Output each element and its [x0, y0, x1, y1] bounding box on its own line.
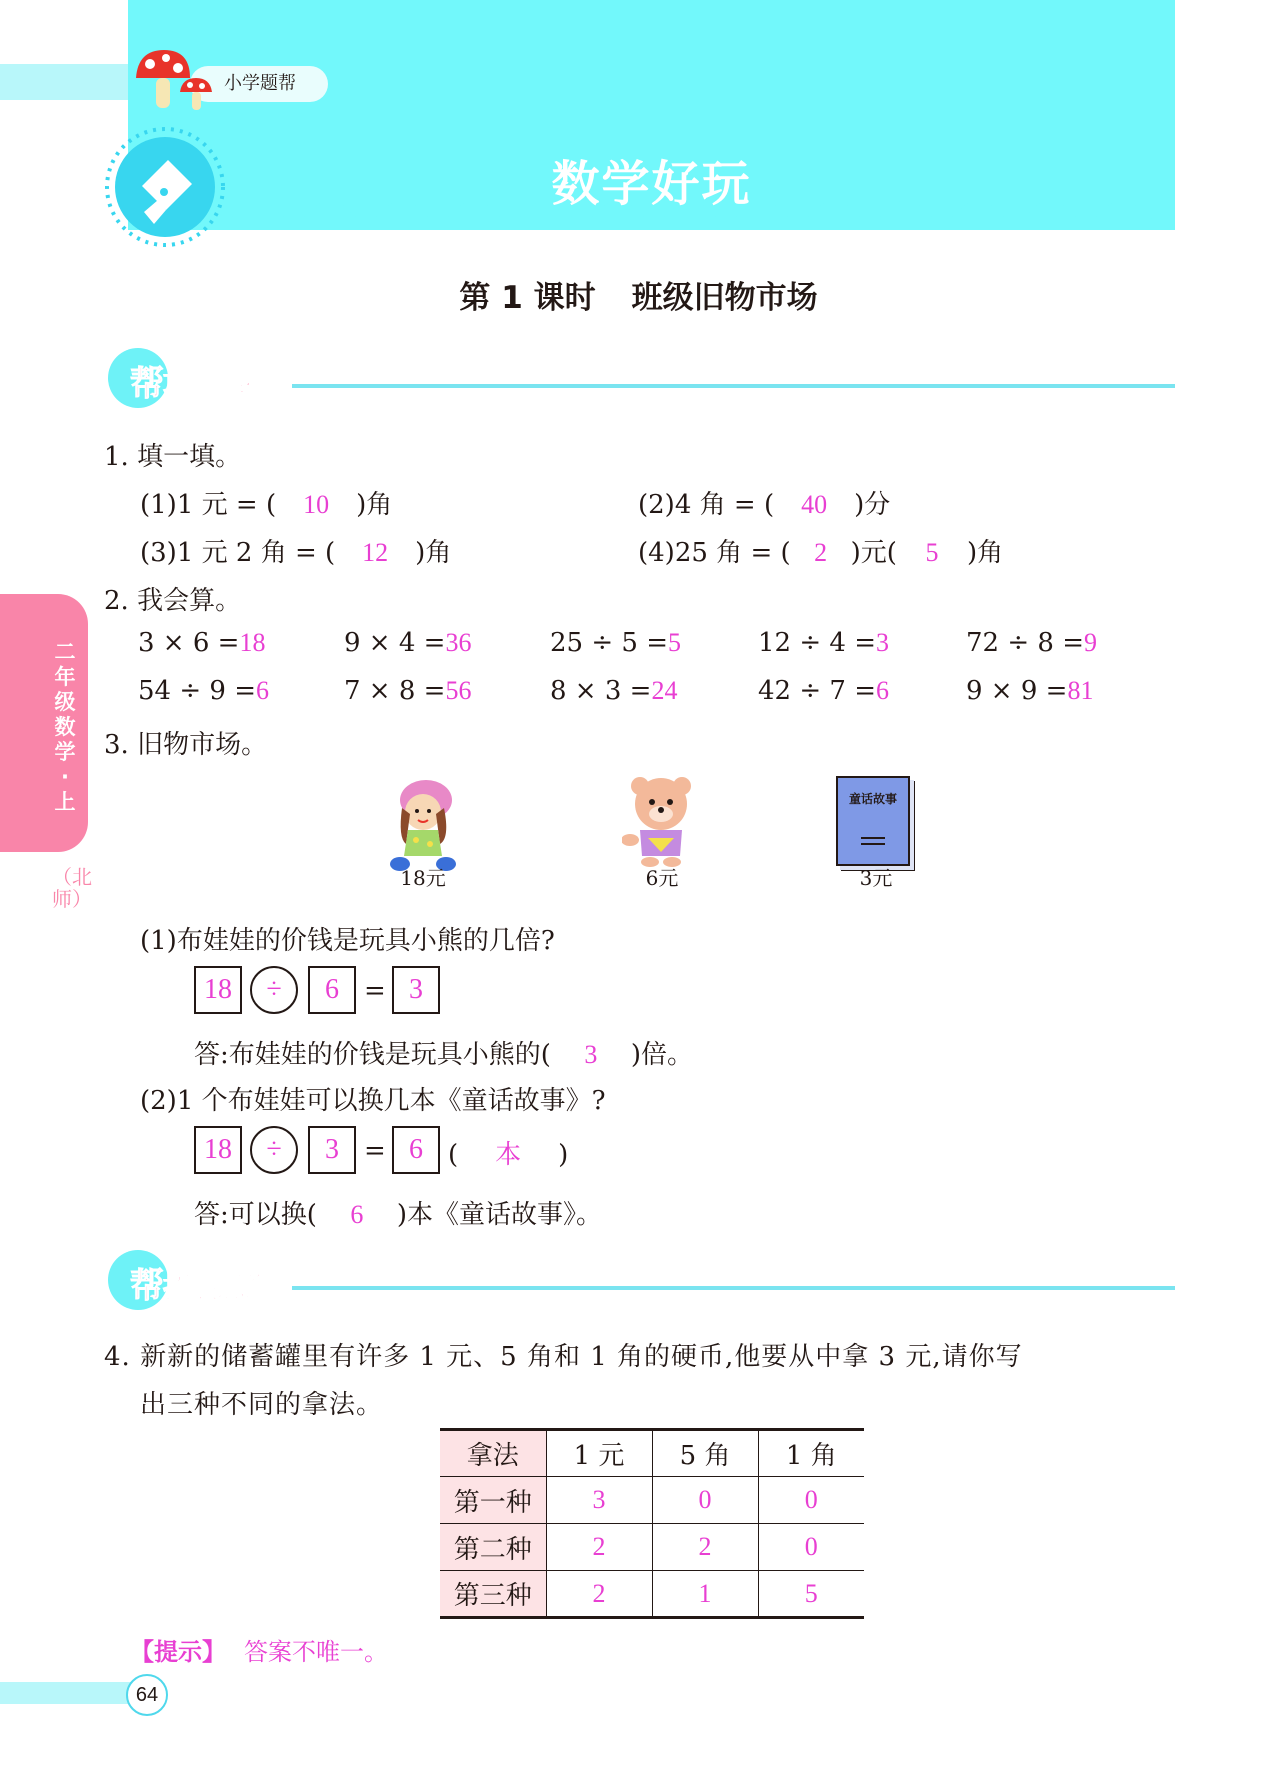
q2-answer: 5 — [668, 628, 681, 657]
unit-bracket: ( — [448, 1140, 459, 1170]
q1-item-2 — [638, 484, 890, 521]
hint — [130, 1632, 388, 1667]
q2-answer: 24 — [651, 676, 678, 705]
section-label: 巩固基础 — [163, 369, 272, 402]
table-header: 拿法 — [440, 1430, 546, 1477]
q3-sub1-box-c: 3 — [392, 966, 440, 1014]
table-row — [440, 1524, 864, 1571]
q1-answer: 10 — [303, 490, 330, 519]
storybook-title: 童话故事 — [848, 792, 897, 806]
section-header-extend — [108, 1250, 1175, 1310]
q2-expr: 9 × 4 = — [344, 628, 446, 658]
q2-expr: 12 ÷ 4 = — [758, 628, 876, 658]
brand-label: 小学题帮 — [190, 66, 328, 102]
q3-sub1-question: (1)布娃娃的价钱是玩具小熊的几倍? — [140, 926, 555, 956]
q3-sub2-box-c: 6 — [392, 1126, 440, 1174]
doll-icon — [380, 778, 466, 874]
q3-sub1-box-b: 6 — [308, 966, 356, 1014]
q1-answer: 12 — [362, 538, 389, 567]
q2-calc-1 — [138, 628, 265, 658]
lesson-number: 第 1 课时 — [459, 280, 596, 316]
q2-calc-3 — [550, 628, 681, 658]
q2-expr: 25 ÷ 5 = — [550, 628, 668, 658]
q3-sub1-box-a: 18 — [194, 966, 242, 1014]
q2-expr: 9 × 9 = — [966, 676, 1068, 706]
q2-expr: 3 × 6 = — [138, 628, 240, 658]
q2-calc-7 — [344, 676, 471, 706]
answer-text: )倍。 — [630, 1040, 694, 1070]
table-cell: 0 — [758, 1477, 864, 1524]
q3-sub2-equals: = — [364, 1136, 386, 1166]
q2-expr: 54 ÷ 9 = — [138, 676, 256, 706]
q1-item-text: )元( — [850, 538, 897, 568]
storybook-line — [861, 843, 885, 845]
section-header-consolidate — [108, 348, 1175, 408]
q2-answer: 81 — [1067, 676, 1094, 705]
row-label: 第一种 — [440, 1477, 546, 1524]
unit-value: 本 — [495, 1140, 522, 1169]
q2-calc-8 — [550, 676, 677, 706]
coin-table — [440, 1428, 864, 1619]
q1-item-text: )分 — [854, 490, 891, 520]
question-4-line-2: 出三种不同的拿法。 — [140, 1390, 384, 1420]
q3-sub1-answer — [194, 1034, 693, 1071]
table-cell: 1 — [652, 1571, 758, 1618]
q2-answer: 56 — [445, 676, 472, 705]
q1-item-text: )角 — [966, 538, 1004, 568]
q2-answer: 6 — [876, 676, 889, 705]
table-header: 1 元 — [546, 1430, 652, 1477]
table-cell: 2 — [652, 1524, 758, 1571]
q2-calc-2 — [344, 628, 471, 658]
answer-value: 6 — [350, 1200, 364, 1229]
answer-text: )本《童话故事》。 — [396, 1200, 603, 1230]
table-header: 5 角 — [652, 1430, 758, 1477]
q1-item-text: (3)1 元 2 角 = ( — [140, 538, 336, 568]
q1-answer: 5 — [925, 538, 939, 567]
lesson-name: 班级旧物市场 — [631, 280, 818, 316]
side-tab-edition: （北师） — [52, 865, 92, 911]
answer-text: 答:布娃娃的价钱是玩具小熊的( — [194, 1040, 551, 1070]
q1-answer: 2 — [814, 538, 828, 567]
lesson-title — [0, 272, 1277, 317]
q2-answer: 9 — [1084, 628, 1097, 657]
answer-value: 3 — [584, 1040, 598, 1069]
question-1-title: 1. 填一填。 — [104, 442, 242, 472]
q3-sub2-answer — [194, 1194, 602, 1231]
page-number: 64 — [126, 1674, 168, 1716]
header-left-strip — [0, 64, 128, 100]
table-cell: 5 — [758, 1571, 864, 1618]
q1-item-4 — [638, 532, 1003, 569]
side-tab-grade: 二年级数学·上 — [54, 640, 76, 814]
storybook-icon — [836, 776, 910, 866]
q2-expr: 72 ÷ 8 = — [966, 628, 1084, 658]
q2-calc-5 — [966, 628, 1097, 658]
answer-text: 答:可以换( — [194, 1200, 317, 1230]
q1-item-text: )角 — [356, 490, 393, 520]
row-label: 第二种 — [440, 1524, 546, 1571]
q2-calc-6 — [138, 676, 269, 706]
q2-expr: 7 × 8 = — [344, 676, 446, 706]
table-cell: 0 — [758, 1524, 864, 1571]
header-title: 数学好玩 — [551, 156, 752, 212]
q3-sub2-box-b: 3 — [308, 1126, 356, 1174]
table-header: 1 角 — [758, 1430, 864, 1477]
table-cell: 0 — [652, 1477, 758, 1524]
q1-item-3 — [140, 532, 451, 569]
section-mark: 帮 — [130, 364, 163, 404]
teddy-bear-icon — [622, 772, 702, 868]
section-label: 拓展思维 — [163, 1271, 272, 1304]
section-divider — [292, 384, 1175, 388]
table-row — [440, 1477, 864, 1524]
q3-sub1-operator: ÷ — [250, 966, 298, 1014]
row-label: 第三种 — [440, 1571, 546, 1618]
bear-price: 6元 — [645, 866, 679, 890]
q1-item-1 — [140, 484, 392, 521]
q3-sub1-equals: = — [364, 976, 386, 1006]
hint-text: 答案不唯一。 — [244, 1638, 388, 1666]
section-title — [130, 1258, 271, 1307]
question-4-line-1: 4. 新新的储蓄罐里有许多 1 元、5 角和 1 角的硬币,他要从中拿 3 元,请你写 — [104, 1342, 1023, 1372]
table-cell: 2 — [546, 1524, 652, 1571]
book-price: 3元 — [859, 866, 893, 890]
q2-calc-10 — [966, 676, 1093, 706]
section-divider — [292, 1286, 1175, 1290]
q2-answer: 18 — [239, 628, 266, 657]
q3-sub2-box-a: 18 — [194, 1126, 242, 1174]
q2-answer: 6 — [256, 676, 269, 705]
q1-item-text: (2)4 角 = ( — [638, 490, 775, 520]
q2-expr: 8 × 3 = — [550, 676, 652, 706]
q2-calc-4 — [758, 628, 889, 658]
doll-price: 18元 — [400, 866, 446, 890]
table-cell: 3 — [546, 1477, 652, 1524]
q3-sub2-operator: ÷ — [250, 1126, 298, 1174]
unit-bracket: ) — [558, 1140, 569, 1170]
q2-answer: 3 — [876, 628, 889, 657]
q2-answer: 36 — [445, 628, 472, 657]
page-number-strip — [0, 1682, 136, 1704]
question-3-title: 3. 旧物市场。 — [104, 730, 268, 760]
q3-sub2-unit — [448, 1134, 568, 1171]
table-row — [440, 1571, 864, 1618]
q1-item-text: )角 — [415, 538, 452, 568]
table-header-row — [440, 1430, 864, 1477]
mushroom-icon — [128, 44, 216, 116]
q1-item-text: (4)25 角 = ( — [638, 538, 791, 568]
question-2-title: 2. 我会算。 — [104, 586, 242, 616]
hint-label: 【提示】 — [130, 1638, 226, 1666]
storybook-line — [861, 837, 885, 839]
q2-expr: 42 ÷ 7 = — [758, 676, 876, 706]
table-cell: 2 — [546, 1571, 652, 1618]
section-mark: 帮 — [130, 1266, 163, 1306]
q1-answer: 40 — [801, 490, 828, 519]
q2-calc-9 — [758, 676, 889, 706]
q3-sub2-question: (2)1 个布娃娃可以换几本《童话故事》? — [140, 1086, 606, 1116]
q1-item-text: (1)1 元 = ( — [140, 490, 277, 520]
section-title — [130, 356, 271, 405]
